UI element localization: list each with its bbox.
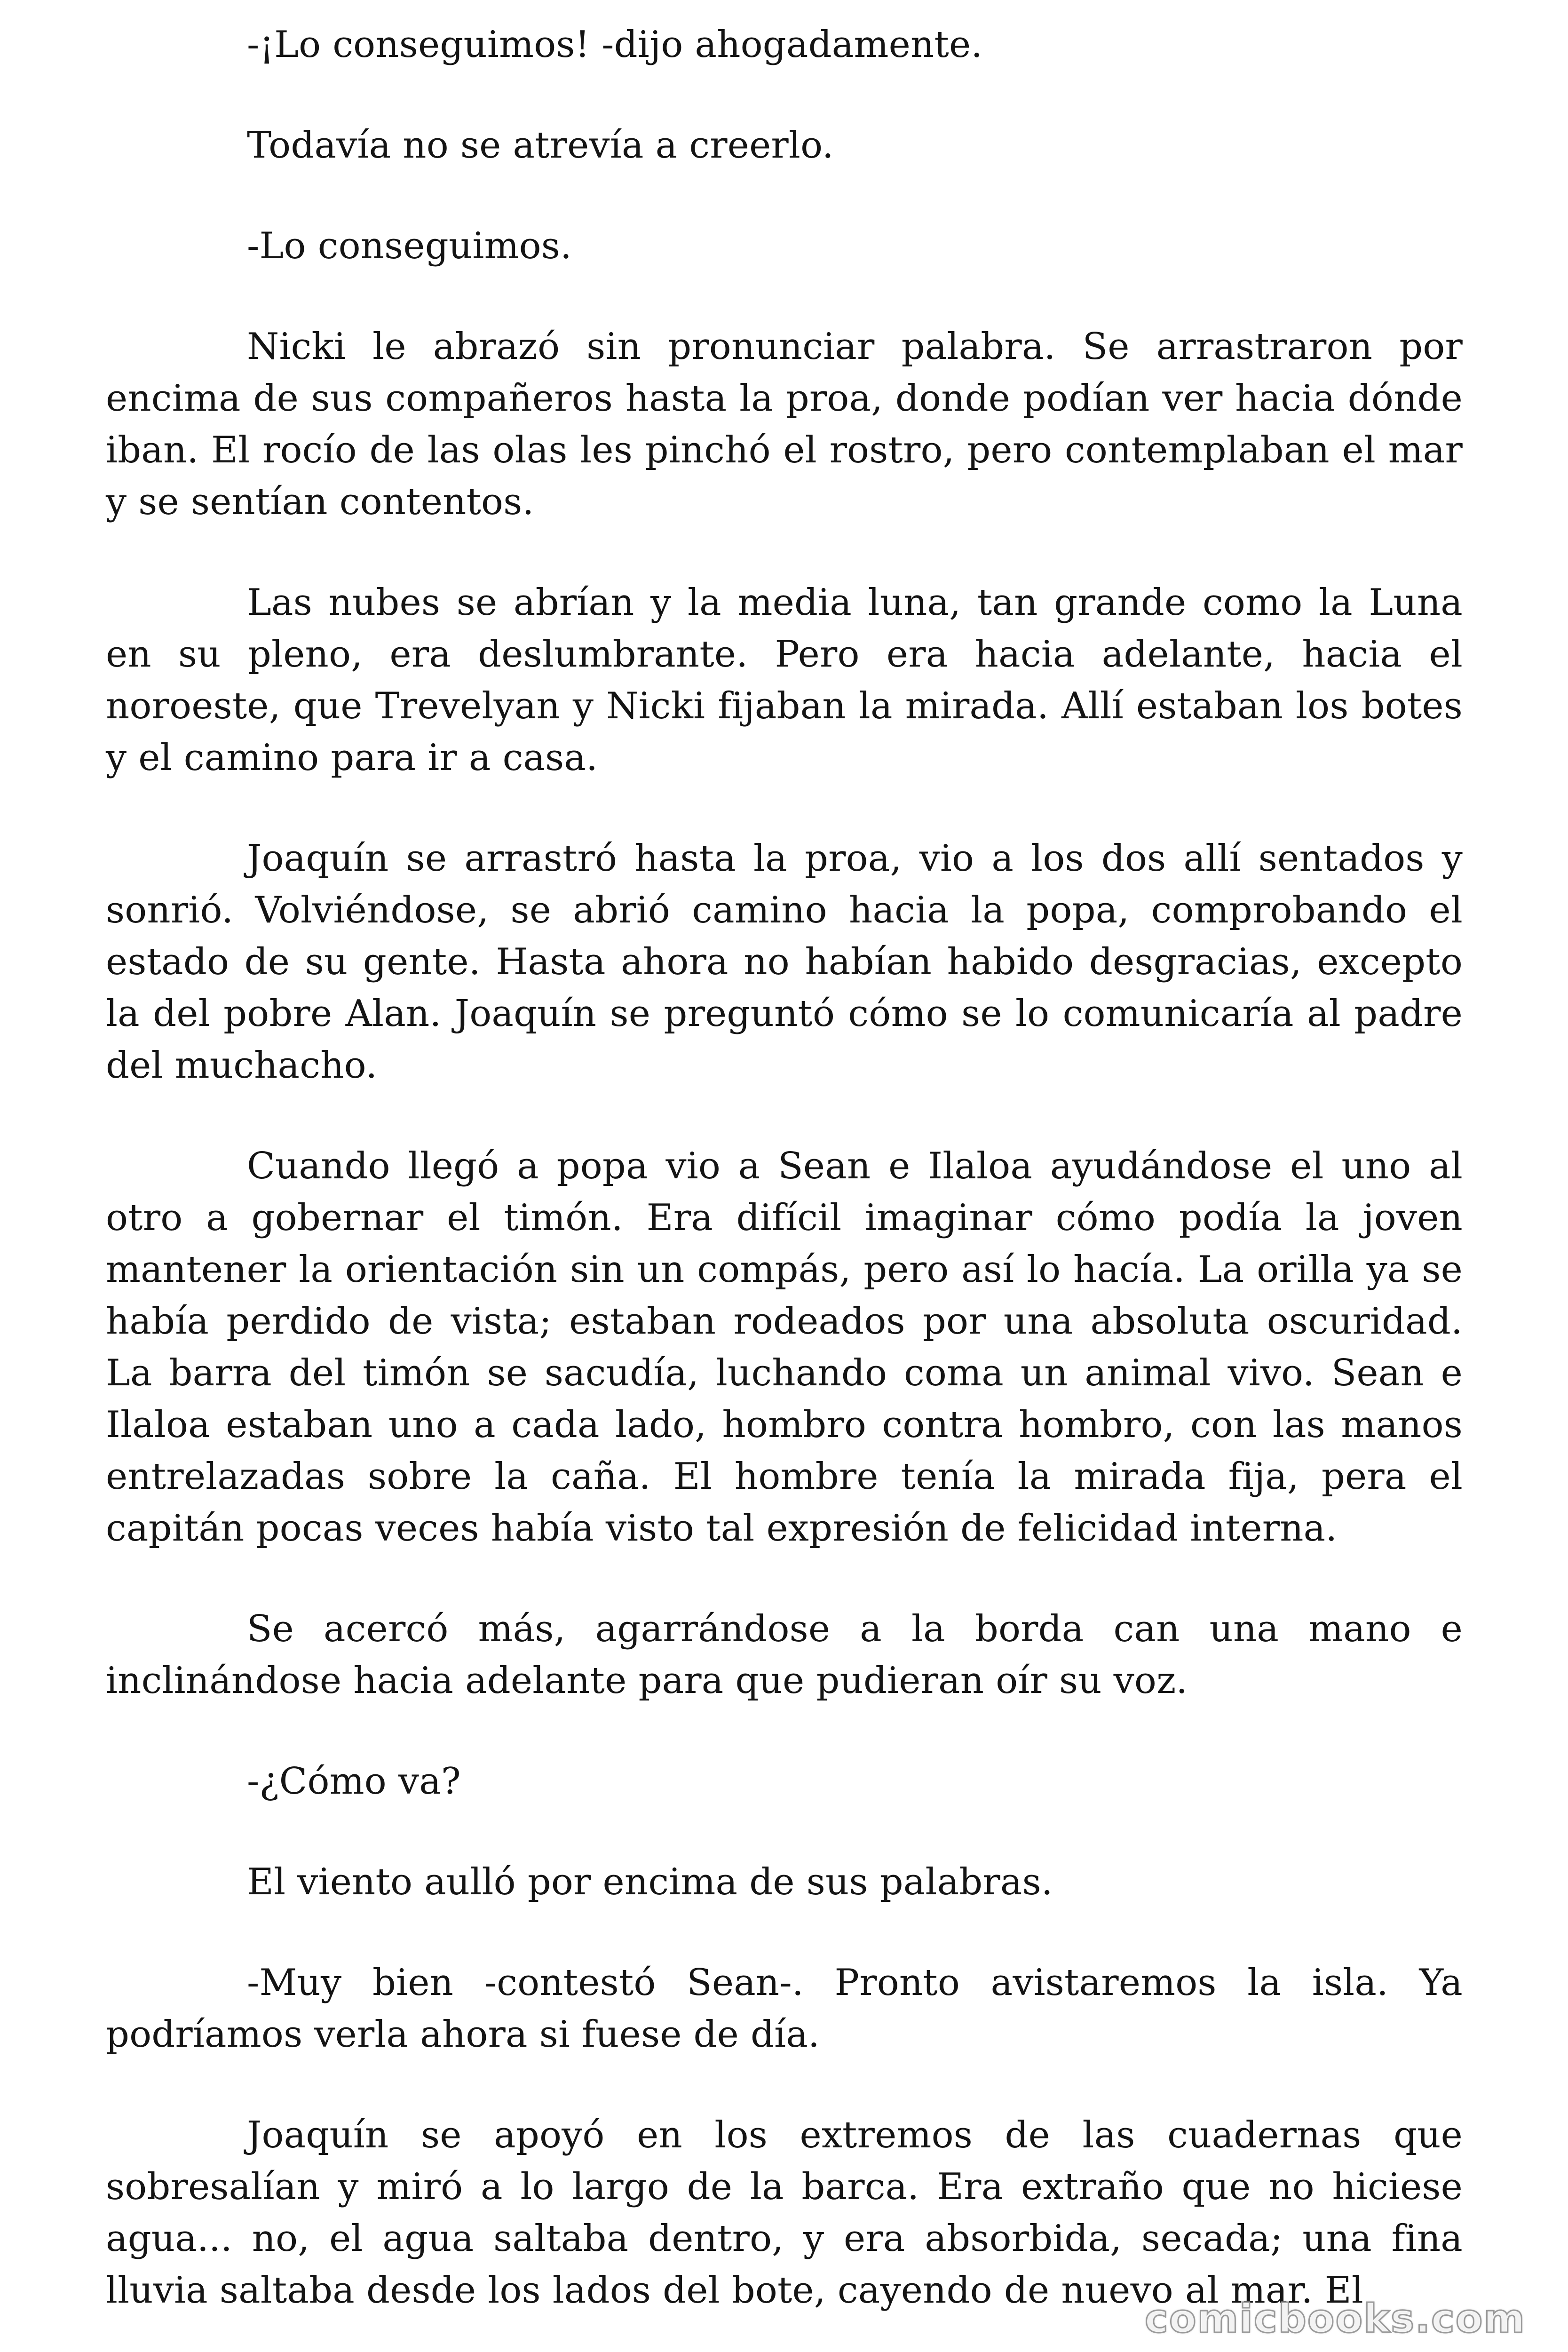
page-text: [106, 19, 1463, 2316]
paragraph-8: Se acercó más, agarrándose a la borda can una mano e inclinándose hacia adelante para que pudieran oír su voz.: [106, 1608, 1463, 1702]
paragraph-11: -Muy bien -contestó Sean-. Pronto avistaremos la isla. Ya podríamos verla ahora si fuese de día.: [106, 1962, 1463, 2056]
paragraph-5: Las nubes se abrían y la media luna, tan grande como la Luna en su pleno, era deslumbrante. Pero era hacia adelante, hacia el noroeste, que Trevelyan y Nicki fijaban la mirada. Allí estaban los botes y el camino para ir a casa.: [106, 581, 1463, 779]
paragraph-9: -¿Cómo va?: [247, 1760, 461, 1803]
paragraph-4: Nicki le abrazó sin pronunciar palabra. Se arrastraron por encima de sus compañeros hasta la proa, donde podían ver hacia dónde iban. El rocío de las olas les pinchó el rostro, pero contemplaban el mar y se sentían contentos.: [106, 326, 1463, 523]
paragraph-2: Todavía no se atrevía a creerlo.: [247, 124, 834, 167]
paragraph-1: -¡Lo conseguimos! -dijo ahogadamente.: [247, 24, 983, 66]
watermark-logo: comicbooks.com: [1145, 2296, 1526, 2342]
paragraph-7: Cuando llegó a popa vio a Sean e Ilaloa ayudándose el uno al otro a gobernar el timón. Era difícil imaginar cómo podía la joven mantener la orientación sin un compás, pero así lo hacía. La orilla ya se había perdido de vista; estaban rodeados por una absoluta oscuridad. La barra del timón se sacudía, luchando coma un animal vivo. Sean e Ilaloa estaban uno a cada lado, hombro contra hombro, con las manos entrelazadas sobre la caña. El hombre tenía la mirada fija, pera el capitán pocas veces había visto tal expresión de felicidad interna.: [106, 1145, 1463, 1549]
paragraph-6: Joaquín se arrastró hasta la proa, vio a los dos allí sentados y sonrió. Volviéndose, se abrió camino hacia la popa, comprobando el estado de su gente. Hasta ahora no habían habido desgracias, excepto la del pobre Alan. Joaquín se preguntó cómo se lo comunicaría al padre del muchacho.: [106, 837, 1463, 1087]
paragraph-3: -Lo conseguimos.: [247, 225, 572, 267]
paragraph-12: Joaquín se apoyó en los extremos de las cuadernas que sobresalían y miró a lo largo de la barca. Era extraño que no hiciese agua... no, el agua saltaba dentro, y era absorbida, secada; una fina lluvia saltaba desde los lados del bote, cayendo de nuevo al mar. El: [106, 2114, 1463, 2312]
paragraph-10: El viento aulló por encima de sus palabras.: [247, 1861, 1053, 1903]
